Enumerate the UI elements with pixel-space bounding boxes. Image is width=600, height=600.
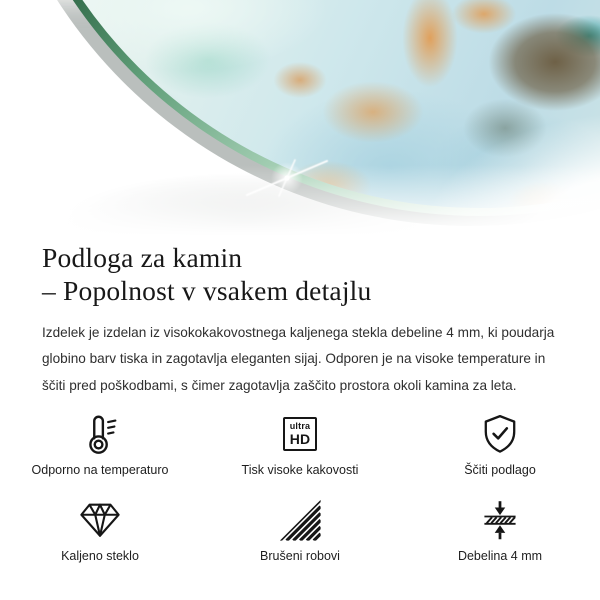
- polished-edges-icon: [278, 497, 322, 543]
- product-description: Izdelek je izdelan iz visokokakovostnega kaljenega stekla debeline 4 mm, ki poudarja globino barv tiska in zagotavlja eleganten sijaj. Odporen je na visoke temperature in ščiti pred poškodbami, s čimer zagotavlja zaščito prostora okoli kamina za leta.: [42, 325, 555, 393]
- thickness-4mm-icon: [478, 497, 522, 543]
- feature-protects-surface: [464, 411, 536, 477]
- feature-label: Ščiti podlago: [464, 463, 536, 478]
- feature-grid: [0, 411, 600, 563]
- title-line-1: Podloga za kamin: [42, 242, 243, 273]
- image-fade-overlay: [0, 0, 600, 236]
- feature-temperature: [32, 411, 169, 477]
- feature-label: Brušeni robovi: [260, 549, 340, 564]
- description-block: [0, 241, 600, 399]
- feature-tempered-glass: [61, 497, 139, 563]
- diamond-icon: [77, 497, 123, 543]
- feature-label: Debelina 4 mm: [457, 549, 543, 564]
- feature-thickness: [458, 497, 542, 563]
- page-title: [42, 241, 566, 307]
- shield-check-icon: [478, 411, 522, 457]
- feature-polished-edges: [260, 497, 340, 563]
- ultra-hd-icon: ultra HD: [283, 411, 317, 457]
- feature-label: Kaljeno steklo: [61, 549, 139, 564]
- title-line-2: – Popolnost v vsakem detajlu: [42, 275, 372, 306]
- product-image: [0, 0, 600, 236]
- feature-label: Odporno na temperaturo: [31, 463, 169, 478]
- feature-print-quality: [242, 411, 359, 477]
- feature-label: Tisk visoke kakovosti: [241, 463, 359, 478]
- thermometer-icon: [77, 411, 123, 457]
